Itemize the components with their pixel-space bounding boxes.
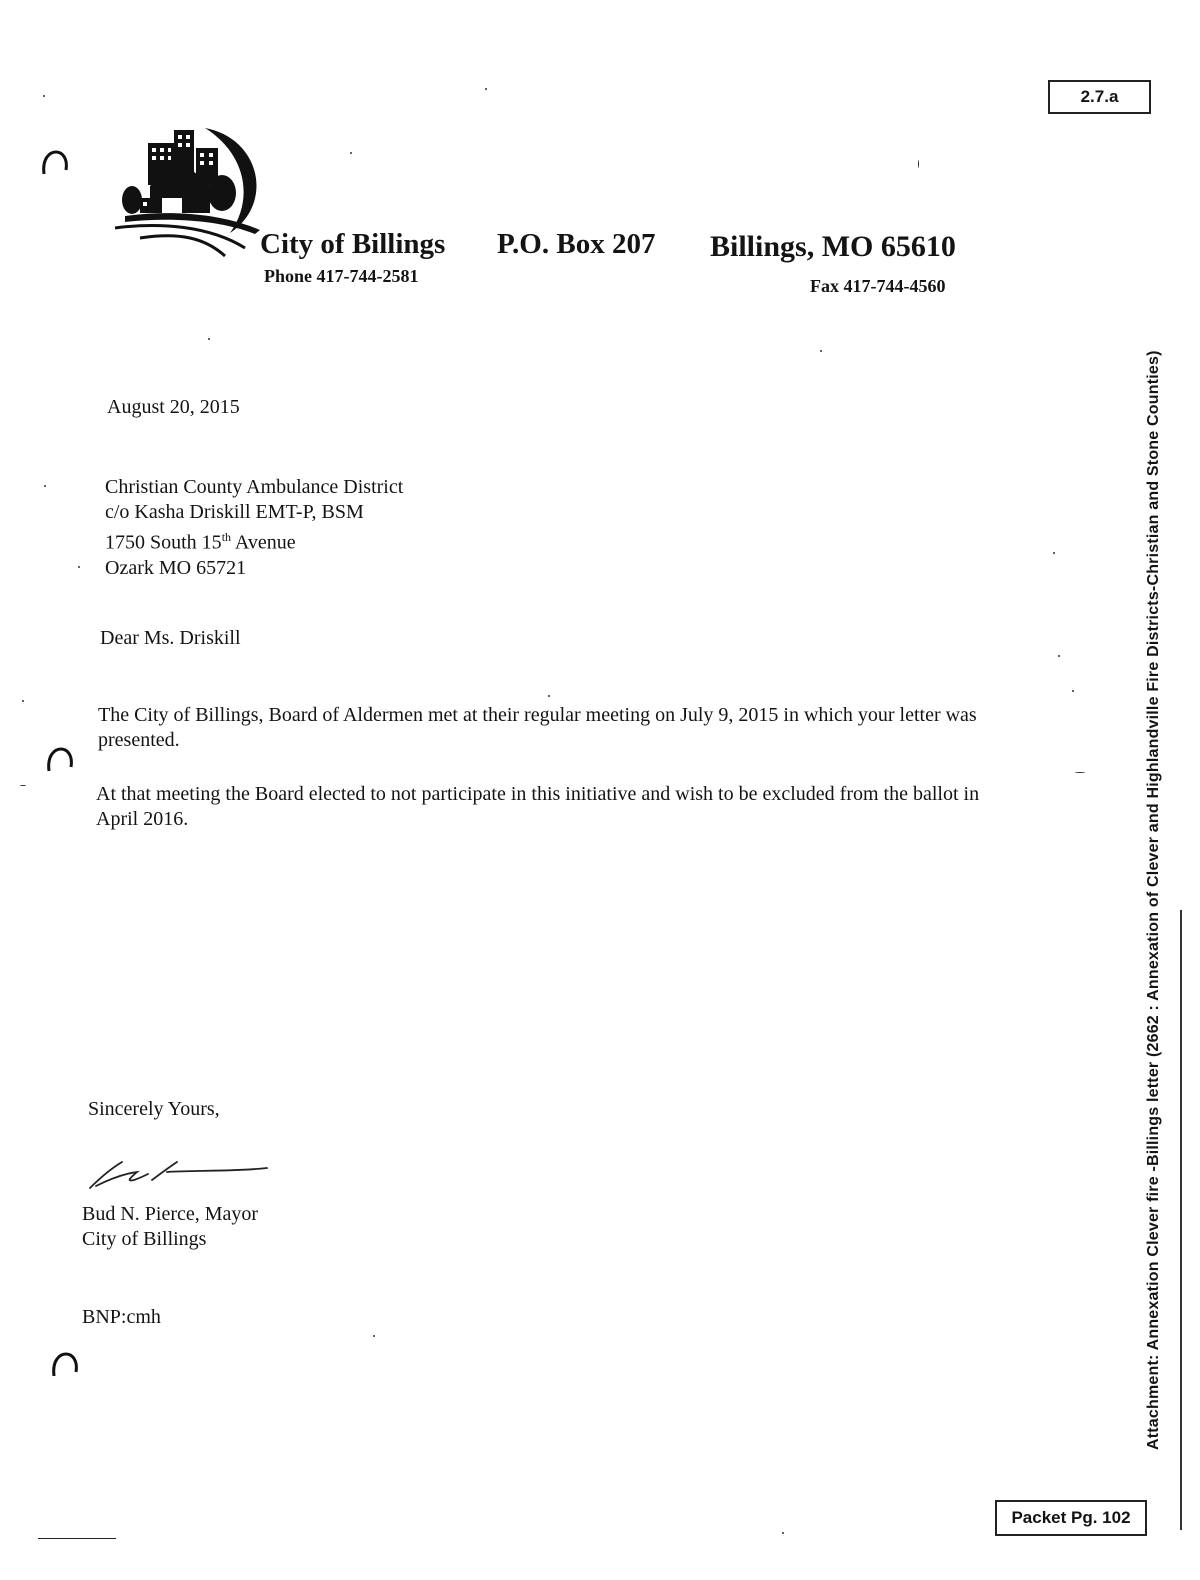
letter-date: August 20, 2015 xyxy=(107,396,240,418)
recipient-line-3 xyxy=(105,525,403,556)
recipient-line-2: c/o Kasha Driskill EMT-P, BSM xyxy=(105,501,364,523)
bottom-rule xyxy=(38,1538,116,1539)
scan-speck xyxy=(1058,655,1060,657)
punch-hole-icon xyxy=(40,148,70,178)
scan-speck xyxy=(78,566,80,568)
signer-block xyxy=(82,1202,258,1252)
scan-speck xyxy=(43,95,45,97)
city-logo xyxy=(110,118,270,258)
punch-hole-icon xyxy=(45,745,75,775)
body-paragraph-1: The City of Billings, Board of Aldermen met at their regular meeting on July 9, 2015 in which your letter was presented. xyxy=(98,704,977,751)
recipient-street: 1750 South 15 xyxy=(105,531,222,554)
scan-speck xyxy=(918,160,919,168)
scan-speck xyxy=(20,785,26,786)
signature xyxy=(82,1150,272,1195)
scan-speck xyxy=(820,350,822,352)
recipient-line-1: Christian County Ambulance District xyxy=(105,476,404,498)
scan-speck xyxy=(782,1532,784,1534)
scan-speck xyxy=(1075,772,1085,773)
signer-org: City of Billings xyxy=(82,1228,207,1250)
signer-name: Bud N. Pierce, Mayor xyxy=(82,1203,259,1225)
reference-initials: BNP:cmh xyxy=(82,1306,161,1328)
scan-speck xyxy=(373,1335,375,1337)
packet-page-number: Packet Pg. 102 xyxy=(995,1500,1147,1536)
punch-hole-icon xyxy=(50,1350,80,1380)
scan-speck xyxy=(44,485,46,487)
letterhead-fax: Fax 417-744-4560 xyxy=(810,276,946,296)
side-attachment-label: Attachment: Annexation Clever fire -Billings letter (2662 : Annexation of Clever and Highlandville Fire Districts-Christian and Stone Counties) xyxy=(1145,350,1162,1450)
side-rule xyxy=(1180,910,1182,1530)
salutation: Dear Ms. Driskill xyxy=(100,627,241,649)
recipient-line-4: Ozark MO 65721 xyxy=(105,556,247,579)
scan-speck xyxy=(1072,690,1074,692)
letterhead-po-box: P.O. Box 207 xyxy=(497,228,656,260)
scan-speck xyxy=(208,338,210,340)
scan-speck xyxy=(350,152,352,154)
recipient-street-type: Avenue xyxy=(231,531,296,554)
scan-speck xyxy=(1053,552,1055,554)
closing: Sincerely Yours, xyxy=(88,1098,220,1120)
body-paragraph-2: At that meeting the Board elected to not participate in this initiative and wish to be excluded from the ballot in April 2016. xyxy=(96,783,980,830)
scan-speck xyxy=(22,700,24,702)
scan-speck xyxy=(485,88,487,90)
attachment-code: 2.7.a xyxy=(1048,80,1151,114)
letterhead-city-state-zip: Billings, MO 65610 xyxy=(710,230,956,263)
recipient-street-suffix: th xyxy=(221,530,232,544)
recipient-address xyxy=(105,475,403,581)
letterhead-city: City of Billings xyxy=(260,228,446,260)
letterhead-phone: Phone 417-744-2581 xyxy=(264,266,419,286)
scan-speck xyxy=(548,695,550,697)
